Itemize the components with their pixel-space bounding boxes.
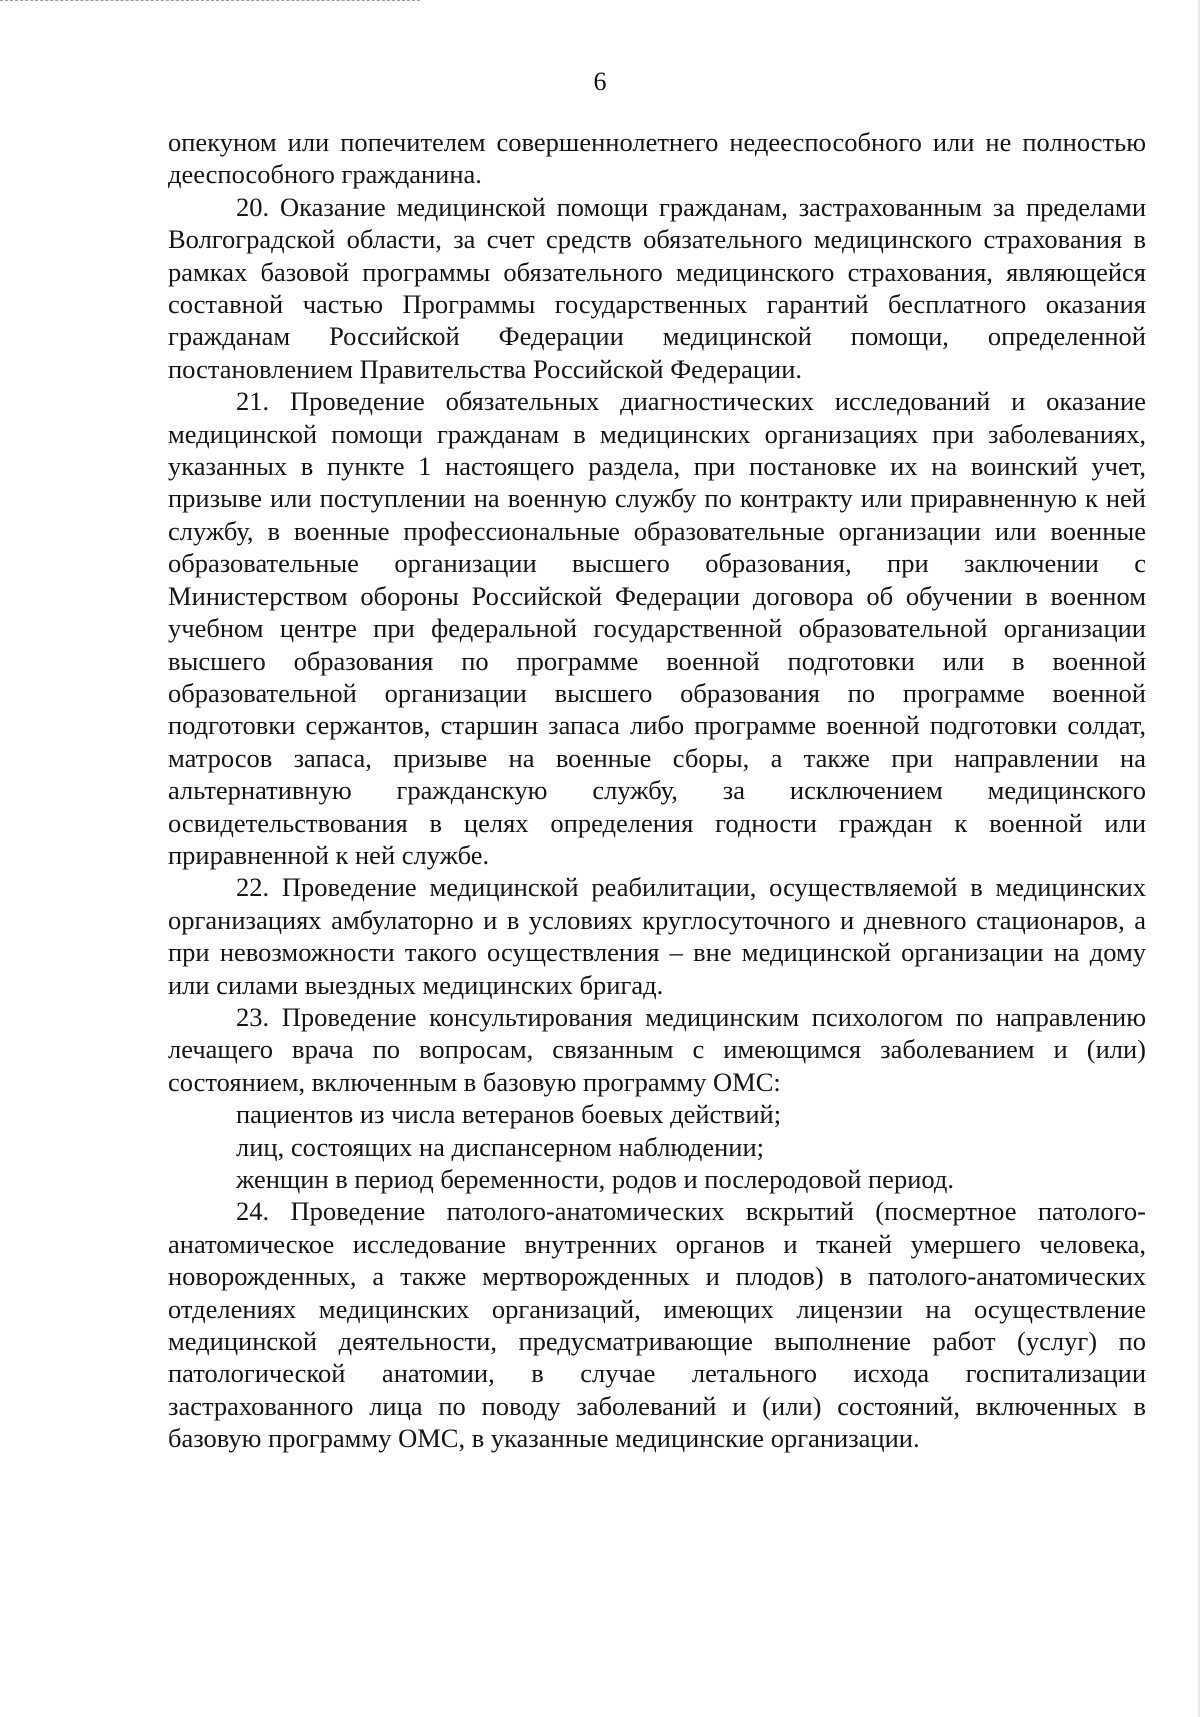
paragraph-item-21: 21. Проведение обязательных диагностических исследований и оказание медицинской помощи гражданам в медицинских организациях при заболеваниях, указанных в пункте 1 настоящего раздела, при постановке их на воинский учет, призыве или поступлении на военную службу по контракту или приравненную к ней службу, в военные профессиональные образовательные организации или военные образовательные организации высшего образования, при заключении с Министерством обороны Российской Федерации договора об обучении в военном учебном центре при федеральной государственной образовательной организации высшего образования по программе военной подготовки или в военной образовательной организации высшего образования по программе военной подготовки сержантов, старшин запаса либо программе военной подготовки солдат, матросов запаса, призыве на военные сборы, а также при направлении на альтернативную гражданскую службу, за исключением медицинского освидетельствования в целях определения годности граждан к военной или приравненной к ней службе.	[168, 386, 1146, 870]
paragraph-item-23: 23. Проведение консультирования медицинским психологом по направлению лечащего врача по вопросам, связанным с имеющимся заболеванием и (или) состоянием, включенным в базовую программу ОМС:	[168, 1001, 1146, 1097]
document-body	[168, 126, 1146, 1455]
paragraph-continuation: опекуном или попечителем совершеннолетнего недееспособного или не полностью дееспособного гражданина.	[168, 127, 1146, 190]
paragraph-item-24: 24. Проведение патолого-анатомических вскрытий (посмертное патолого-анатомическое исследование внутренних органов и тканей умершего человека, новорожденных, а также мертворожденных и плодов) в патолого-анатомических отделениях медицинских организаций, имеющих лицензии на осуществление медицинской деятельности, предусматривающие выполнение работ (услуг) по патологической анатомии, в случае летального исхода госпитализации застрахованного лица по поводу заболеваний и (или) состояний, включенных в базовую программу ОМС, в указанные медицинские организации.	[168, 1196, 1146, 1454]
page-number: 6	[593, 67, 607, 96]
paragraph-item-22: 22. Проведение медицинской реабилитации, осуществляемой в медицинских организациях амбулаторно и в условиях круглосуточного и дневного стационаров, а при невозможности такого осуществления – вне медицинской организации на дому или силами выездных медицинских бригад.	[168, 872, 1146, 1000]
list-item-veterans: пациентов из числа ветеранов боевых действий;	[236, 1099, 782, 1130]
list-item-pregnancy: женщин в период беременности, родов и послеродовой период.	[236, 1164, 954, 1194]
list-item-dispensary: лиц, состоящих на диспансерном наблюдении;	[236, 1131, 765, 1162]
paragraph-item-20: 20. Оказание медицинской помощи гражданам, застрахованным за пределами Волгоградской области, за счет средств обязательного медицинского страхования в рамках базовой программы обязательного медицинского страхования, являющейся составной частью Программы государственных гарантий бесплатного оказания гражданам Российской Федерации медицинской помощи, определенной постановлением Правительства Российской Федерации.	[168, 191, 1146, 384]
scan-edge-line	[0, 0, 420, 1]
